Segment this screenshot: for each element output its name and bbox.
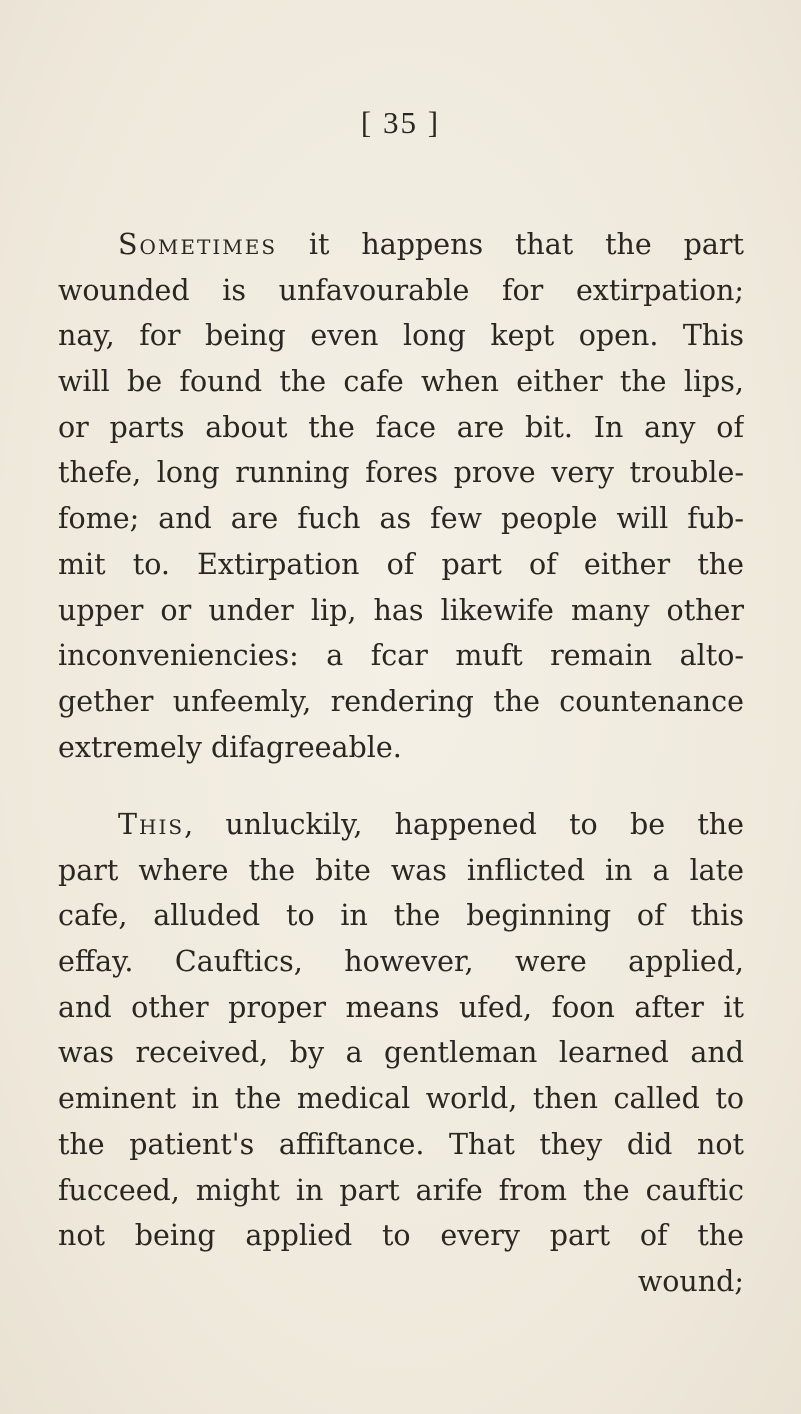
- text-line: and other proper means ufed, foon after it: [58, 990, 744, 1024]
- paragraph-2: [58, 802, 744, 1305]
- text-line: will be found the cafe when either the lips,: [58, 365, 744, 399]
- text-line: [58, 802, 744, 848]
- text-line: gether unfeemly, rendering the countenance: [58, 684, 744, 718]
- text-line: fucceed, might in part arife from the cauftic: [58, 1173, 744, 1207]
- text-line: eminent in the medical world, then called to: [58, 1082, 744, 1116]
- text-line: fome; and are fuch as few people will fub-: [58, 502, 744, 536]
- paragraph-1: [58, 222, 744, 770]
- text-line: wounded is unfavourable for extirpation;: [58, 273, 744, 307]
- text-line: was received, by a gentleman learned and: [58, 1036, 744, 1070]
- text-line: nay, for being even long kept open. This: [58, 319, 744, 353]
- text-line: mit to. Extirpation of part of either the: [58, 547, 744, 581]
- text-line: the patient's affiftance. That they did not: [58, 1127, 744, 1161]
- text-line: thefe, long running fores prove very trouble-: [58, 456, 744, 490]
- text-line: not being applied to every part of the: [58, 1219, 744, 1253]
- text-line: effay. Cauftics, however, were applied,: [58, 945, 744, 979]
- lead-word: This: [118, 808, 185, 841]
- lead-word: Sometimes: [118, 228, 278, 261]
- text-line: extremely difagreeable.: [58, 730, 402, 764]
- text-line: part where the bite was inflicted in a late: [58, 853, 744, 887]
- text-line: inconveniencies: a fcar muft remain alto-: [58, 639, 744, 673]
- page-number: [ 35 ]: [360, 105, 441, 140]
- line-text: it happens that the part: [277, 228, 744, 261]
- text-line: [58, 222, 744, 268]
- text-line: cafe, alluded to in the beginning of this: [58, 899, 744, 933]
- catchword: wound;: [637, 1264, 744, 1298]
- text-line: or parts about the face are bit. In any of: [58, 410, 744, 444]
- text-line: upper or under lip, has likewife many other: [58, 593, 744, 627]
- line-text: , unluckily, happened to be the: [184, 808, 744, 841]
